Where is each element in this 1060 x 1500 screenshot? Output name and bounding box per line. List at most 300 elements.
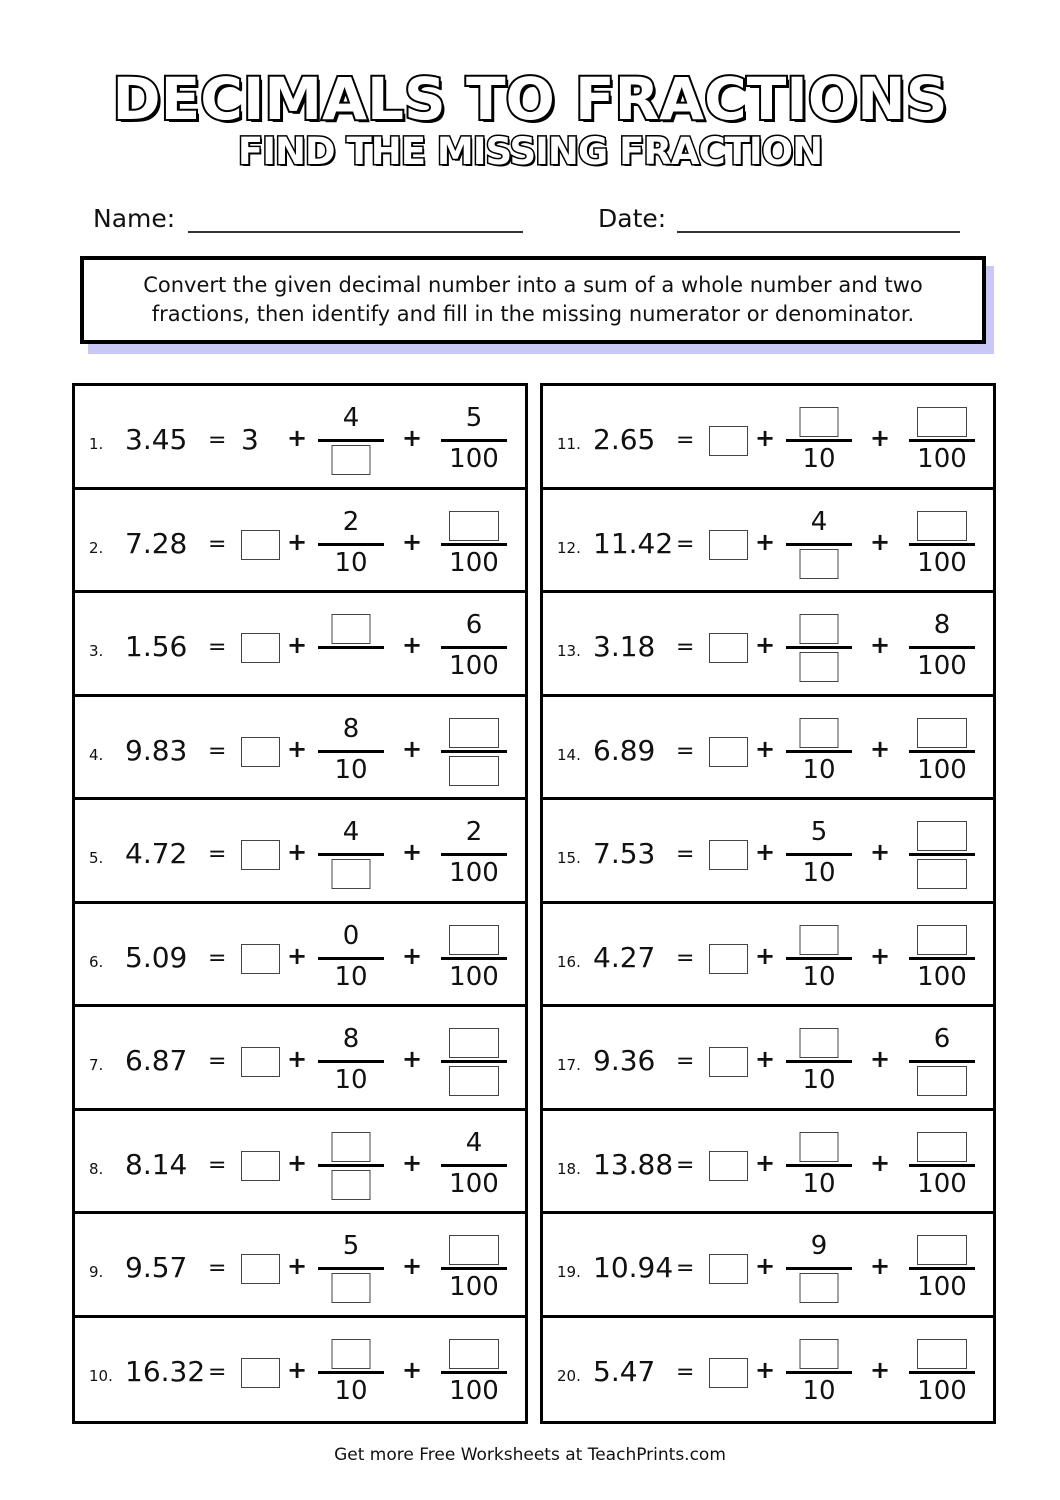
plus-sign: + <box>402 1355 423 1384</box>
equals-sign: = <box>676 738 695 764</box>
plus-sign: + <box>755 1355 776 1384</box>
numerator: 4 <box>810 506 828 537</box>
numerator-answer-box[interactable] <box>449 511 499 541</box>
tenths-fraction <box>318 697 384 797</box>
problem-number: 17. <box>557 1056 581 1074</box>
whole-number-answer-box[interactable] <box>709 530 748 560</box>
denominator: 100 <box>449 858 499 888</box>
tenths-fraction <box>318 490 384 590</box>
tenths-fraction <box>786 490 852 590</box>
equals-sign: = <box>208 428 227 453</box>
fraction-bar <box>786 1371 852 1374</box>
plus-sign: + <box>402 1252 423 1280</box>
equals-sign: = <box>676 1256 695 1281</box>
decimal-value: 8.14 <box>125 1147 188 1181</box>
problem-number: 6. <box>89 952 104 971</box>
fraction-bar <box>441 543 507 546</box>
tenths-fraction <box>318 386 384 486</box>
hundredths-fraction <box>909 490 975 590</box>
footer-text: Get more Free Worksheets at TeachPrints.com <box>334 1445 726 1465</box>
numerator: 4 <box>465 1127 483 1158</box>
plus-sign: + <box>755 941 776 970</box>
problem-row <box>543 1318 993 1422</box>
tenths-fraction <box>318 1318 384 1418</box>
decimal-value: 5.47 <box>593 1354 656 1388</box>
decimal-value: 4.72 <box>125 837 188 870</box>
plus-sign: + <box>755 734 776 763</box>
hundredths-fraction <box>441 1007 507 1107</box>
decimal-value: 1.56 <box>125 630 188 663</box>
fraction-bar <box>441 439 507 442</box>
fraction-bar <box>318 1164 384 1167</box>
whole-number-answer-box[interactable] <box>709 1358 748 1388</box>
numerator: 6 <box>933 1024 951 1054</box>
hundredths-fraction <box>909 1318 975 1418</box>
decimal-value: 7.28 <box>125 526 188 560</box>
denominator: 100 <box>917 754 967 785</box>
denominator-answer-box[interactable] <box>332 1273 371 1303</box>
denominator: 10 <box>334 961 368 992</box>
denominator-answer-box[interactable] <box>800 549 839 579</box>
equals-sign: = <box>676 635 695 660</box>
fraction-bar <box>786 957 852 960</box>
decimal-value: 9.36 <box>593 1044 656 1077</box>
fraction-bar <box>786 750 852 753</box>
fraction-bar <box>909 439 975 442</box>
fraction-bar <box>441 853 507 856</box>
numerator-answer-box[interactable] <box>800 614 839 644</box>
problem-number: 20. <box>557 1366 581 1385</box>
denominator: 100 <box>917 961 967 992</box>
plus-sign: + <box>287 1355 308 1384</box>
numerator: 0 <box>342 920 360 951</box>
numerator-answer-box[interactable] <box>917 925 967 955</box>
equals-sign: = <box>208 531 227 557</box>
denominator-answer-box[interactable] <box>449 1066 499 1096</box>
problem-row <box>543 800 993 904</box>
denominator: 100 <box>449 1168 499 1199</box>
whole-number-answer-box[interactable] <box>709 426 748 456</box>
hundredths-fraction <box>909 904 975 1004</box>
problem-number: 9. <box>89 1263 104 1281</box>
problem-row <box>75 1111 525 1215</box>
plus-sign: + <box>870 1045 891 1073</box>
fraction-bar <box>441 1164 507 1167</box>
denominator-answer-box[interactable] <box>917 1066 967 1096</box>
hundredths-fraction <box>441 697 507 797</box>
denominator: 10 <box>334 547 368 578</box>
plus-sign: + <box>287 838 308 866</box>
tenths-fraction <box>318 904 384 1004</box>
numerator: 8 <box>933 610 951 640</box>
equals-sign: = <box>208 1152 227 1178</box>
plus-sign: + <box>870 1252 891 1280</box>
denominator-answer-box[interactable] <box>449 756 499 786</box>
whole-number-answer-box[interactable] <box>709 1047 748 1077</box>
denominator: 10 <box>334 754 368 785</box>
decimal-value: 5.09 <box>125 940 188 974</box>
problem-row <box>75 593 525 697</box>
denominator: 100 <box>449 547 499 578</box>
whole-number-answer-box[interactable] <box>709 840 748 870</box>
fraction-bar <box>441 750 507 753</box>
problem-row <box>75 904 525 1008</box>
numerator-answer-box[interactable] <box>917 1235 967 1265</box>
denominator: 100 <box>449 961 499 992</box>
denominator: 100 <box>917 547 967 578</box>
numerator-answer-box[interactable] <box>917 1339 967 1369</box>
decimal-value: 3.45 <box>125 423 188 456</box>
problem-row <box>75 1318 525 1422</box>
hundredths-fraction <box>441 800 507 900</box>
equals-sign: = <box>208 738 227 764</box>
plus-sign: + <box>402 838 423 866</box>
fraction-bar <box>786 543 852 546</box>
fraction-bar <box>318 1060 384 1063</box>
hundredths-fraction <box>909 697 975 797</box>
fraction-bar <box>441 1267 507 1270</box>
tenths-fraction <box>786 800 852 900</box>
fraction-bar <box>786 1267 852 1270</box>
fraction-bar <box>909 543 975 546</box>
denominator: 10 <box>802 1375 836 1406</box>
numerator: 5 <box>465 403 483 433</box>
plus-sign: + <box>755 1252 776 1280</box>
plus-sign: + <box>870 1148 891 1177</box>
problem-number: 18. <box>557 1159 581 1178</box>
fraction-bar <box>318 750 384 753</box>
plus-sign: + <box>870 734 891 763</box>
tenths-fraction <box>318 1007 384 1107</box>
numerator: 4 <box>342 403 360 433</box>
numerator-answer-box[interactable] <box>800 925 839 955</box>
problem-number: 4. <box>89 745 104 764</box>
problem-number: 15. <box>557 849 581 867</box>
instructions-box <box>80 256 986 344</box>
decimal-value: 6.89 <box>593 733 656 767</box>
equals-sign: = <box>676 945 695 971</box>
hundredths-fraction <box>441 904 507 1004</box>
tenths-fraction <box>786 697 852 797</box>
name-field[interactable] <box>188 231 523 233</box>
fraction-bar <box>318 1267 384 1270</box>
date-label: Date: <box>598 204 667 233</box>
plus-sign: + <box>402 1045 423 1073</box>
problem-number: 1. <box>89 435 104 453</box>
equals-sign: = <box>676 842 695 867</box>
fraction-bar <box>786 853 852 856</box>
whole-number-answer-box[interactable] <box>241 1254 280 1284</box>
numerator: 9 <box>810 1231 828 1261</box>
problem-row <box>543 904 993 1008</box>
numerator-answer-box[interactable] <box>449 1028 499 1058</box>
equals-sign: = <box>676 1152 695 1178</box>
problem-row <box>75 1007 525 1111</box>
denominator: 100 <box>449 444 499 474</box>
plus-sign: + <box>287 527 308 556</box>
numerator: 8 <box>342 1024 360 1054</box>
plus-sign: + <box>755 838 776 866</box>
plus-sign: + <box>870 838 891 866</box>
plus-sign: + <box>755 1045 776 1073</box>
denominator-answer-box[interactable] <box>800 1273 839 1303</box>
equals-sign: = <box>208 842 227 867</box>
fraction-bar <box>786 439 852 442</box>
equals-sign: = <box>208 1359 227 1385</box>
fraction-bar <box>786 1060 852 1063</box>
plus-sign: + <box>287 734 308 763</box>
denominator: 10 <box>802 1168 836 1199</box>
hundredths-fraction <box>441 386 507 486</box>
name-label: Name: <box>93 204 176 233</box>
plus-sign: + <box>287 1045 308 1073</box>
decimal-value: 4.27 <box>593 940 656 974</box>
plus-sign: + <box>755 631 776 659</box>
whole-number-answer-box[interactable] <box>241 1151 280 1181</box>
fraction-bar <box>318 439 384 442</box>
numerator: 8 <box>342 713 360 744</box>
denominator-answer-box[interactable] <box>917 859 967 889</box>
problem-row <box>75 386 525 490</box>
worksheet-title: DECIMALS TO FRACTIONS <box>112 65 948 133</box>
whole-number-answer-box[interactable] <box>709 633 748 663</box>
numerator: 6 <box>465 610 483 640</box>
fraction-bar <box>441 646 507 649</box>
numerator-answer-box[interactable] <box>800 718 839 748</box>
plus-sign: + <box>755 527 776 556</box>
fraction-bar <box>909 646 975 649</box>
hundredths-fraction <box>909 800 975 900</box>
fraction-bar <box>909 1164 975 1167</box>
numerator-answer-box[interactable] <box>800 1132 839 1162</box>
denominator: 100 <box>449 1375 499 1406</box>
equals-sign: = <box>676 531 695 557</box>
fraction-bar <box>318 543 384 546</box>
tenths-fraction <box>786 1214 852 1314</box>
hundredths-fraction <box>909 593 975 693</box>
problem-row <box>75 1214 525 1318</box>
denominator-answer-box[interactable] <box>332 1170 371 1200</box>
problem-row <box>543 386 993 490</box>
hundredths-fraction <box>909 1007 975 1107</box>
hundredths-fraction <box>909 386 975 486</box>
denominator: 10 <box>802 1065 836 1095</box>
hundredths-fraction <box>441 1214 507 1314</box>
numerator-answer-box[interactable] <box>449 1235 499 1265</box>
fraction-bar <box>318 853 384 856</box>
problem-number: 3. <box>89 642 104 660</box>
denominator: 100 <box>917 1272 967 1302</box>
plus-sign: + <box>870 424 891 452</box>
denominator: 100 <box>917 651 967 681</box>
numerator: 5 <box>810 817 828 847</box>
denominator: 10 <box>802 858 836 888</box>
plus-sign: + <box>755 1148 776 1177</box>
problem-number: 10. <box>89 1366 113 1385</box>
plus-sign: + <box>870 941 891 970</box>
denominator: 100 <box>917 1375 967 1406</box>
problem-number: 5. <box>89 849 104 867</box>
fraction-bar <box>318 646 384 649</box>
fraction-bar <box>909 957 975 960</box>
decimal-value: 10.94 <box>593 1251 674 1284</box>
equals-sign: = <box>208 635 227 660</box>
decimal-value: 13.88 <box>593 1147 674 1181</box>
fraction-bar <box>318 957 384 960</box>
equals-sign: = <box>208 1049 227 1074</box>
numerator-answer-box[interactable] <box>917 1132 967 1162</box>
plus-sign: + <box>402 424 423 452</box>
whole-number-answer-box[interactable] <box>709 944 748 974</box>
problem-number: 16. <box>557 952 581 971</box>
hundredths-fraction <box>909 1214 975 1314</box>
denominator: 100 <box>449 1272 499 1302</box>
numerator-answer-box[interactable] <box>917 718 967 748</box>
tenths-fraction <box>786 904 852 1004</box>
problem-number: 13. <box>557 642 581 660</box>
fraction-bar <box>909 1060 975 1063</box>
numerator-answer-box[interactable] <box>332 1132 371 1162</box>
equals-sign: = <box>208 945 227 971</box>
numerator-answer-box[interactable] <box>449 925 499 955</box>
problem-row <box>543 697 993 801</box>
denominator-answer-box[interactable] <box>332 445 371 475</box>
decimal-value: 9.83 <box>125 733 188 767</box>
whole-number-answer-box[interactable] <box>241 944 280 974</box>
whole-number-answer-box[interactable] <box>241 633 280 663</box>
decimal-value: 11.42 <box>593 526 674 560</box>
fraction-bar <box>786 646 852 649</box>
numerator-answer-box[interactable] <box>449 718 499 748</box>
decimal-value: 3.18 <box>593 630 656 663</box>
equals-sign: = <box>676 428 695 453</box>
worksheet-subtitle: FIND THE MISSING FRACTION <box>237 130 823 173</box>
plus-sign: + <box>870 527 891 556</box>
numerator-answer-box[interactable] <box>917 407 967 437</box>
problem-row <box>75 697 525 801</box>
plus-sign: + <box>755 424 776 452</box>
numerator-answer-box[interactable] <box>800 1028 839 1058</box>
plus-sign: + <box>402 941 423 970</box>
plus-sign: + <box>402 1148 423 1177</box>
whole-number-answer-box[interactable] <box>241 840 280 870</box>
numerator: 4 <box>342 817 360 847</box>
denominator-answer-box[interactable] <box>800 652 839 682</box>
fraction-bar <box>786 1164 852 1167</box>
problem-number: 2. <box>89 538 104 557</box>
whole-number-answer-box[interactable] <box>241 530 280 560</box>
problems-column-right <box>540 383 996 1424</box>
hundredths-fraction <box>441 490 507 590</box>
problem-row <box>543 1007 993 1111</box>
hundredths-fraction <box>441 593 507 693</box>
plus-sign: + <box>287 631 308 659</box>
plus-sign: + <box>287 1252 308 1280</box>
problem-row <box>543 1111 993 1215</box>
fraction-bar <box>909 1267 975 1270</box>
hundredths-fraction <box>441 1318 507 1418</box>
numerator: 2 <box>342 506 360 537</box>
problem-number: 12. <box>557 538 581 557</box>
whole-number-answer-box[interactable] <box>709 1254 748 1284</box>
numerator-answer-box[interactable] <box>917 511 967 541</box>
problem-number: 8. <box>89 1159 104 1178</box>
whole-number: 3 <box>241 423 259 456</box>
denominator: 100 <box>917 1168 967 1199</box>
denominator-answer-box[interactable] <box>332 859 371 889</box>
problem-row <box>543 593 993 697</box>
fraction-bar <box>318 1371 384 1374</box>
decimal-value: 6.87 <box>125 1044 188 1077</box>
numerator-answer-box[interactable] <box>800 407 839 437</box>
decimal-value: 2.65 <box>593 423 656 456</box>
problem-row <box>75 800 525 904</box>
numerator: 5 <box>342 1231 360 1261</box>
decimal-value: 9.57 <box>125 1251 188 1284</box>
plus-sign: + <box>287 1148 308 1177</box>
problems-column-left <box>72 383 528 1424</box>
whole-number-answer-box[interactable] <box>241 737 280 767</box>
numerator-answer-box[interactable] <box>449 1339 499 1369</box>
problem-number: 14. <box>557 745 581 764</box>
numerator-answer-box[interactable] <box>332 614 371 644</box>
tenths-fraction <box>786 1111 852 1211</box>
problem-row <box>543 1214 993 1318</box>
whole-number-answer-box[interactable] <box>709 1151 748 1181</box>
plus-sign: + <box>870 1355 891 1384</box>
plus-sign: + <box>402 527 423 556</box>
equals-sign: = <box>208 1256 227 1281</box>
denominator: 100 <box>449 651 499 681</box>
denominator: 10 <box>802 961 836 992</box>
fraction-bar <box>909 853 975 856</box>
plus-sign: + <box>402 734 423 763</box>
plus-sign: + <box>402 631 423 659</box>
tenths-fraction <box>318 593 384 693</box>
problem-row <box>543 490 993 594</box>
numerator-answer-box[interactable] <box>917 821 967 851</box>
tenths-fraction <box>786 1007 852 1107</box>
plus-sign: + <box>287 941 308 970</box>
denominator: 100 <box>917 444 967 474</box>
tenths-fraction <box>786 593 852 693</box>
fraction-bar <box>441 1060 507 1063</box>
equals-sign: = <box>676 1049 695 1074</box>
date-field[interactable] <box>677 231 960 233</box>
numerator-answer-box[interactable] <box>800 1339 839 1369</box>
numerator-answer-box[interactable] <box>332 1339 371 1369</box>
decimal-value: 16.32 <box>125 1354 206 1388</box>
plus-sign: + <box>870 631 891 659</box>
problem-row <box>75 490 525 594</box>
fraction-bar <box>909 750 975 753</box>
denominator: 10 <box>802 754 836 785</box>
whole-number-answer-box[interactable] <box>241 1047 280 1077</box>
fraction-bar <box>441 957 507 960</box>
whole-number-answer-box[interactable] <box>709 737 748 767</box>
problem-number: 19. <box>557 1263 581 1281</box>
denominator: 10 <box>334 1375 368 1406</box>
equals-sign: = <box>676 1359 695 1385</box>
problem-number: 7. <box>89 1056 104 1074</box>
denominator: 10 <box>334 1065 368 1095</box>
tenths-fraction <box>318 1214 384 1314</box>
instructions-text: Convert the given decimal number into a sum of a whole number and two fractions, then identify and fill in the missing numerator or denominator. <box>143 273 923 326</box>
hundredths-fraction <box>441 1111 507 1211</box>
hundredths-fraction <box>909 1111 975 1211</box>
whole-number-answer-box[interactable] <box>241 1358 280 1388</box>
tenths-fraction <box>786 386 852 486</box>
